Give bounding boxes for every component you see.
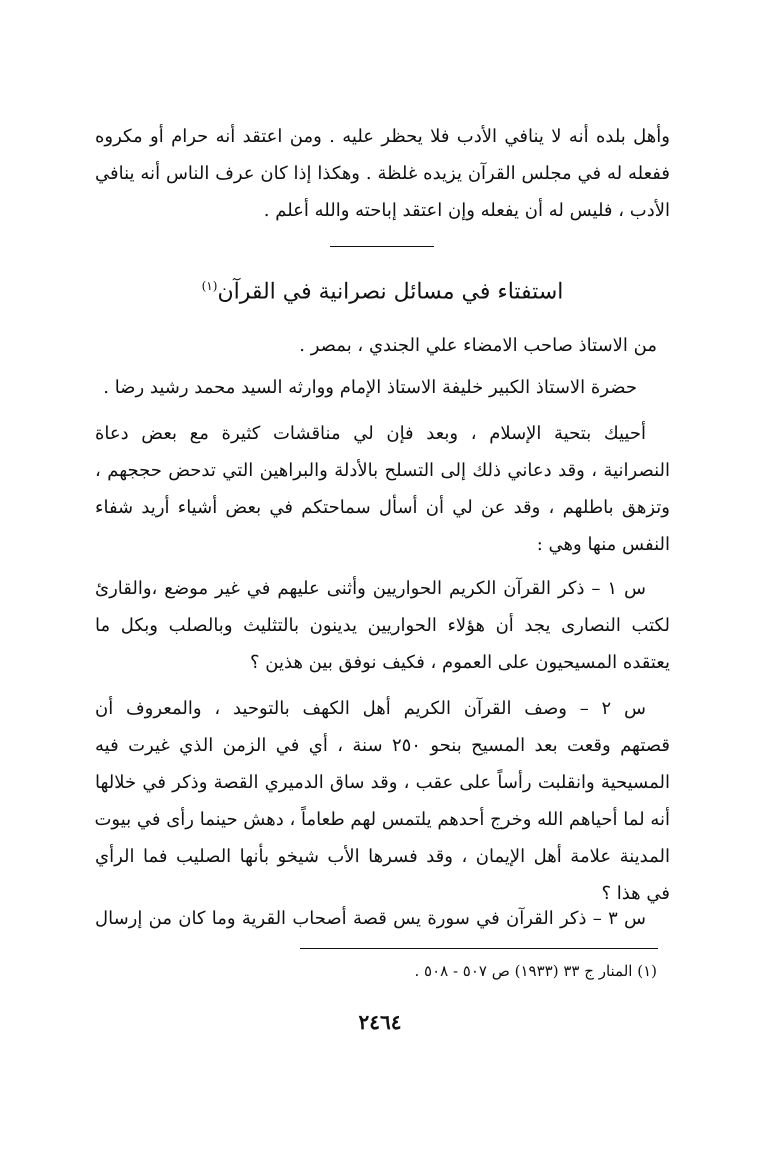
question-line: س ١ – ذكر القرآن الكريم الحواريين وأثنى عليهم في غير موضع ،والقارئ [95,578,646,599]
question-line: في هذا ؟ [601,883,670,904]
question-line: س ٢ – وصف القرآن الكريم أهل الكهف بالتوحيد ، والمعروف أن [95,698,646,719]
intro-line: الأدب ، فليس له أن يفعله وإن اعتقد إباحته والله أعلم . [263,200,670,221]
question-3 [95,900,670,937]
question-line: لكتب النصارى يجد أن هؤلاء الحواريين يدينون بالتثليث وبالصلب وبكل ما [95,615,670,636]
footnote: (١) المنار ج ٣٣ (١٩٣٣) ص ٥٠٧ - ٥٠٨ . [414,962,657,980]
greeting-line: النفس منها وهي : [536,534,670,555]
question-line: يعتقده المسيحيون على العموم ، فكيف نوفق بين هذين ؟ [250,652,670,673]
question-line: أنه لما أحياهم الله وخرج أحدهم يلتمس لهم طعاماً ، دهش حينما رأى في بيوت [94,809,670,830]
intro-paragraph [95,118,670,229]
intro-line: وأهل بلده أنه لا ينافي الأدب فلا يحظر عليه . ومن اعتقد أنه حرام أو مكروه [95,126,670,147]
section-title [95,266,670,312]
greeting-line: أحييك بتحية الإسلام ، وبعد فإن لي مناقشات كثيرة مع بعض دعاة [95,423,646,444]
page-number: ٢٤٦٤ [358,1010,402,1034]
greeting-line: وتزهق باطلهم ، وقد عن لي أن أسأل سماحتكم في بعض أشياء أريد شفاء [95,497,670,518]
question-line: المسيحية وانقلبت رأساً على عقب ، وقد ساق الدميري القصة وذكر في خلالها [95,772,670,793]
question-line: قصتهم وقعت بعد المسيح بنحو ٢٥٠ سنة ، أي في الزمن الذي غيرت فيه [95,735,671,756]
greeting-line: النصرانية ، وقد دعاني ذلك إلى التسلح بالأدلة والبراهين التي تدحض حججهم ، [95,460,670,481]
recipient-line: حضرة الاستاذ الكبير خليفة الاستاذ الإمام ووارثه السيد محمد رشيد رضا . [103,377,637,398]
title-footnote-mark: (١) [201,279,218,293]
question-1 [95,570,670,681]
section-divider [330,246,434,247]
question-line: المدينة علامة أهل الإيمان ، وقد فسرها الأب شيخو بأنها الصليب فما الرأي [95,846,670,867]
title-text: استفتاء في مسائل نصرانية في القرآن [217,279,564,305]
footnote-divider [300,948,658,949]
question-2 [95,690,670,912]
greeting-paragraph [95,415,670,563]
intro-line: ففعله له في مجلس القرآن يزيده غلظة . وهكذا إذا كان عرف الناس أنه ينافي [95,163,670,184]
sender-line: من الاستاذ صاحب الامضاء علي الجندي ، بمصر . [299,335,657,356]
question-line: س ٣ – ذكر القرآن في سورة يس قصة أصحاب القرية وما كان من إرسال [95,908,646,929]
